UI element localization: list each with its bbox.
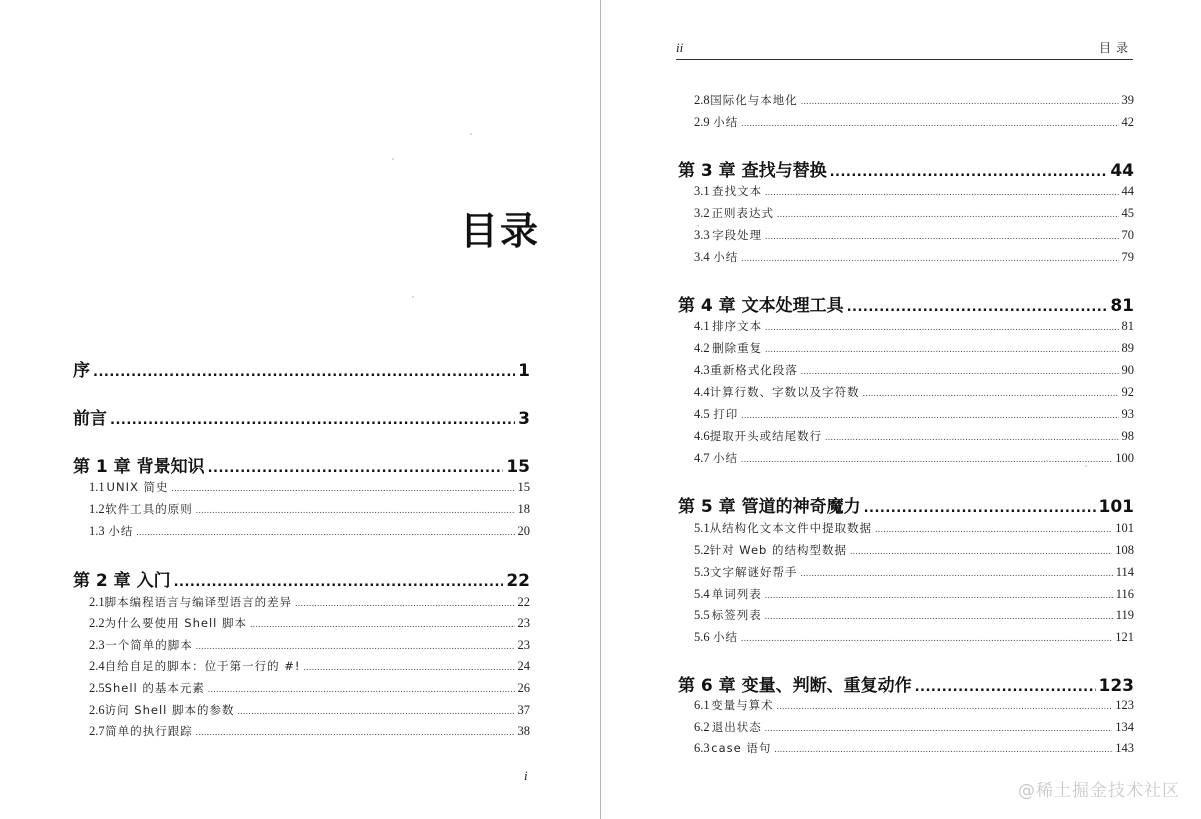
entry-label: 正则表达式 (711, 206, 774, 220)
entry-page: 39 (1121, 93, 1134, 107)
section-number: 2.3 (89, 638, 105, 652)
dot-leader (864, 501, 1096, 516)
dot-leader (774, 744, 1112, 754)
entry-label: 第 4 章 文本处理工具 (678, 296, 844, 316)
entry-label: 针对 Web 的结构型数据 (709, 543, 848, 557)
toc-section-5-2[interactable] (694, 542, 1134, 558)
toc-section-5-4[interactable] (694, 586, 1134, 602)
scan-speck (392, 158, 394, 160)
section-number: 2.2 (89, 616, 105, 630)
dot-leader (741, 253, 1118, 263)
section-number: 3.1 (694, 184, 710, 198)
section-number: 3.4 (694, 250, 710, 264)
dot-leader (825, 432, 1118, 442)
entry-page: 70 (1121, 228, 1134, 242)
entry-label: 国际化与本地化 (710, 93, 798, 107)
left-page (0, 0, 600, 819)
entry-label: 脚本编程语言与编译型语言的差异 (104, 595, 293, 609)
dot-leader (875, 524, 1112, 534)
entry-label: case 语句 (711, 741, 772, 755)
toc-section-2-3[interactable] (89, 637, 530, 653)
dot-leader (741, 454, 1112, 464)
entry-page: 123 (1115, 698, 1134, 712)
entry-page: 42 (1121, 115, 1134, 129)
entry-label: Shell 的基本元素 (104, 681, 205, 695)
entry-label: 前言 (73, 409, 107, 429)
entry-page: 123 (1098, 676, 1134, 696)
section-number: 4.5 (694, 407, 710, 421)
dot-leader (801, 96, 1119, 106)
toc-chapter-6[interactable] (678, 671, 1134, 696)
toc-title: 目录 (460, 209, 541, 253)
toc-section-5-3[interactable] (694, 564, 1134, 580)
section-number: 4.7 (694, 451, 710, 465)
section-number: 1.1 (89, 480, 105, 494)
dot-leader (196, 641, 515, 651)
entry-label: 查找文本 (712, 184, 763, 198)
entry-page: 24 (517, 659, 530, 673)
dot-leader (830, 165, 1108, 180)
entry-page: 23 (517, 616, 530, 630)
entry-page: 23 (517, 638, 530, 652)
dot-leader (863, 388, 1119, 398)
section-number: 5.2 (694, 543, 710, 557)
section-number: 4.6 (694, 429, 710, 443)
dot-leader (250, 619, 515, 629)
entry-label: 提取开头或结尾数行 (709, 429, 823, 443)
entry-page: 79 (1121, 250, 1134, 264)
entry-page: 15 (506, 457, 530, 477)
section-number: 2.4 (89, 659, 105, 673)
toc-chapter-1[interactable] (73, 452, 530, 477)
dot-leader (295, 598, 514, 608)
dot-leader (196, 505, 515, 515)
entry-label: UNIX 简史 (106, 480, 169, 494)
section-number: 6.1 (694, 698, 710, 712)
entry-label: 小结 (712, 451, 738, 465)
entry-label: 文字解谜好帮手 (709, 565, 798, 579)
dot-leader (765, 322, 1118, 332)
dot-leader (208, 461, 504, 476)
dot-leader (777, 209, 1119, 219)
dot-leader (850, 546, 1112, 556)
entry-page: 119 (1115, 608, 1134, 622)
toc-section-2-7[interactable] (89, 723, 530, 739)
entry-page: 89 (1121, 341, 1134, 355)
toc-section-4-1[interactable] (694, 318, 1134, 334)
entry-page: 45 (1121, 206, 1134, 220)
dot-leader (847, 300, 1108, 315)
toc-section-1-2[interactable] (89, 501, 530, 517)
entry-label: 小结 (713, 250, 739, 264)
entry-page: 98 (1121, 429, 1134, 443)
entry-label: 一个简单的脚本 (105, 638, 193, 652)
entry-label: 字段处理 (712, 228, 763, 242)
toc-section-2-6[interactable] (89, 702, 530, 718)
section-number: 4.2 (694, 341, 710, 355)
toc-chapter-5[interactable] (678, 492, 1134, 517)
entry-page: 22 (517, 595, 530, 609)
entry-label: 小结 (108, 524, 134, 538)
entry-label: 第 1 章 背景知识 (73, 457, 205, 477)
section-number: 4.4 (694, 385, 710, 399)
section-number: 2.7 (89, 724, 105, 738)
toc-section-4-2[interactable] (694, 340, 1134, 356)
toc-section-4-5[interactable] (694, 406, 1134, 422)
section-number: 5.4 (694, 587, 710, 601)
toc-section-6-1[interactable] (694, 697, 1134, 713)
entry-label: 退出状态 (711, 720, 762, 734)
section-number: 6.3 (694, 741, 710, 755)
dot-leader (765, 611, 1113, 621)
running-header-page-number: ii (676, 40, 684, 55)
dot-leader (765, 187, 1118, 197)
dot-leader (172, 483, 515, 493)
toc-section-2-1[interactable] (89, 594, 530, 610)
toc-section-2-9[interactable] (694, 114, 1134, 130)
entry-page: 90 (1121, 363, 1134, 377)
section-number: 1.3 (89, 524, 105, 538)
entry-page: 92 (1121, 385, 1134, 399)
dot-leader (741, 410, 1118, 420)
entry-label: 排序文本 (712, 319, 763, 333)
section-number: 5.1 (694, 521, 710, 535)
entry-page: 81 (1121, 319, 1134, 333)
page-folio-left: i (524, 768, 528, 783)
entry-page: 101 (1115, 521, 1134, 535)
entry-page: 93 (1121, 407, 1134, 421)
watermark: @稀土掘金技术社区 (1018, 781, 1180, 801)
entry-page: 100 (1115, 451, 1134, 465)
toc-entry-foreword[interactable] (73, 404, 530, 429)
entry-page: 18 (517, 502, 530, 516)
section-number: 5.3 (694, 565, 710, 579)
entry-page: 1 (518, 361, 530, 381)
section-number: 4.3 (694, 363, 710, 377)
dot-leader (765, 231, 1118, 241)
dot-leader (800, 568, 1112, 578)
entry-page: 20 (517, 524, 530, 538)
dot-leader (174, 575, 504, 590)
toc-section-1-1[interactable] (89, 479, 530, 495)
entry-page: 44 (1121, 184, 1134, 198)
scan-speck (1046, 460, 1048, 462)
dot-leader (208, 684, 515, 694)
entry-page: 143 (1115, 741, 1134, 755)
toc-section-5-1[interactable] (694, 520, 1134, 536)
toc-chapter-4[interactable] (678, 291, 1134, 316)
running-header-title: 目录 (1098, 41, 1133, 55)
entry-page: 108 (1115, 543, 1134, 557)
entry-label: 自给自足的脚本：位于第一行的 #! (104, 659, 301, 673)
dot-leader (110, 413, 515, 428)
entry-label: 变量与算术 (711, 698, 774, 712)
entry-page: 15 (517, 480, 530, 494)
dot-leader (741, 633, 1112, 643)
section-number: 3.2 (694, 206, 710, 220)
section-number: 2.1 (89, 595, 105, 609)
entry-label: 第 5 章 管道的神奇魔力 (678, 497, 861, 517)
toc-entry-preface-xu[interactable] (73, 356, 530, 381)
toc-section-3-1[interactable] (694, 183, 1134, 199)
toc-section-4-7[interactable] (694, 450, 1134, 466)
toc-section-5-6[interactable] (694, 629, 1134, 645)
toc-section-6-2[interactable] (694, 719, 1134, 735)
entry-label: 小结 (713, 115, 739, 129)
entry-label: 第 2 章 入门 (73, 571, 171, 591)
entry-label: 打印 (713, 407, 739, 421)
entry-page: 38 (517, 724, 530, 738)
entry-label: 访问 Shell 脚本的参数 (104, 703, 235, 717)
section-number: 1.2 (89, 502, 105, 516)
toc-section-4-6[interactable] (694, 428, 1134, 444)
entry-page: 44 (1110, 161, 1134, 181)
section-number: 3.3 (694, 228, 710, 242)
toc-section-3-2[interactable] (694, 205, 1134, 221)
section-number: 5.5 (694, 608, 710, 622)
dot-leader (915, 680, 1096, 695)
entry-label: 删除重复 (712, 341, 763, 355)
section-number: 4.1 (694, 319, 710, 333)
toc-section-2-5[interactable] (89, 680, 530, 696)
dot-leader (238, 706, 515, 716)
dot-leader (777, 701, 1113, 711)
entry-page: 81 (1110, 296, 1134, 316)
toc-section-3-3[interactable] (694, 227, 1134, 243)
entry-page: 22 (506, 571, 530, 591)
dot-leader (765, 723, 1112, 733)
entry-page: 101 (1098, 497, 1134, 517)
entry-label: 第 3 章 查找与替换 (678, 161, 827, 181)
toc-section-3-4[interactable] (694, 249, 1134, 265)
dot-leader (93, 365, 515, 380)
dot-leader (196, 727, 515, 737)
section-number: 2.6 (89, 703, 105, 717)
section-number: 2.5 (89, 681, 105, 695)
dot-leader (765, 590, 1113, 600)
toc-chapter-3[interactable] (678, 156, 1134, 181)
scan-speck (1085, 465, 1087, 467)
entry-label: 小结 (712, 630, 738, 644)
toc-section-2-2[interactable] (89, 615, 530, 631)
header-rule (676, 59, 1133, 60)
entry-label: 软件工具的原则 (105, 502, 193, 516)
section-number: 2.8 (694, 93, 710, 107)
entry-label: 第 6 章 变量、判断、重复动作 (678, 676, 912, 696)
entry-label: 为什么要使用 Shell 脚本 (104, 616, 247, 630)
entry-page: 3 (518, 409, 530, 429)
toc-section-1-3[interactable] (89, 523, 530, 539)
entry-label: 单词列表 (711, 587, 762, 601)
dot-leader (136, 527, 514, 537)
entry-page: 116 (1115, 587, 1134, 601)
section-number: 2.9 (694, 115, 710, 129)
dot-leader (741, 118, 1118, 128)
entry-page: 26 (517, 681, 530, 695)
toc-chapter-2[interactable] (73, 566, 530, 591)
entry-label: 重新格式化段落 (710, 363, 798, 377)
scan-speck (697, 225, 699, 227)
entry-label: 简单的执行跟踪 (105, 724, 193, 738)
entry-page: 114 (1115, 565, 1134, 579)
toc-section-4-4[interactable] (694, 384, 1134, 400)
toc-section-4-3[interactable] (694, 362, 1134, 378)
section-number: 6.2 (694, 720, 710, 734)
entry-page: 121 (1115, 630, 1134, 644)
scan-speck (470, 133, 472, 135)
section-number: 5.6 (694, 630, 710, 644)
toc-section-2-4[interactable] (89, 658, 530, 674)
dot-leader (304, 662, 515, 672)
toc-section-5-5[interactable] (694, 607, 1134, 623)
dot-leader (765, 344, 1118, 354)
entry-page: 134 (1115, 720, 1134, 734)
toc-section-6-3[interactable] (694, 740, 1134, 756)
toc-section-2-8[interactable] (694, 92, 1134, 108)
entry-label: 计算行数、字数以及字符数 (709, 385, 860, 399)
entry-page: 37 (517, 703, 530, 717)
entry-label: 序 (73, 361, 90, 381)
dot-leader (801, 366, 1119, 376)
entry-label: 标签列表 (711, 608, 762, 622)
entry-label: 从结构化文本文件中提取数据 (709, 521, 873, 535)
scan-speck (412, 296, 414, 298)
